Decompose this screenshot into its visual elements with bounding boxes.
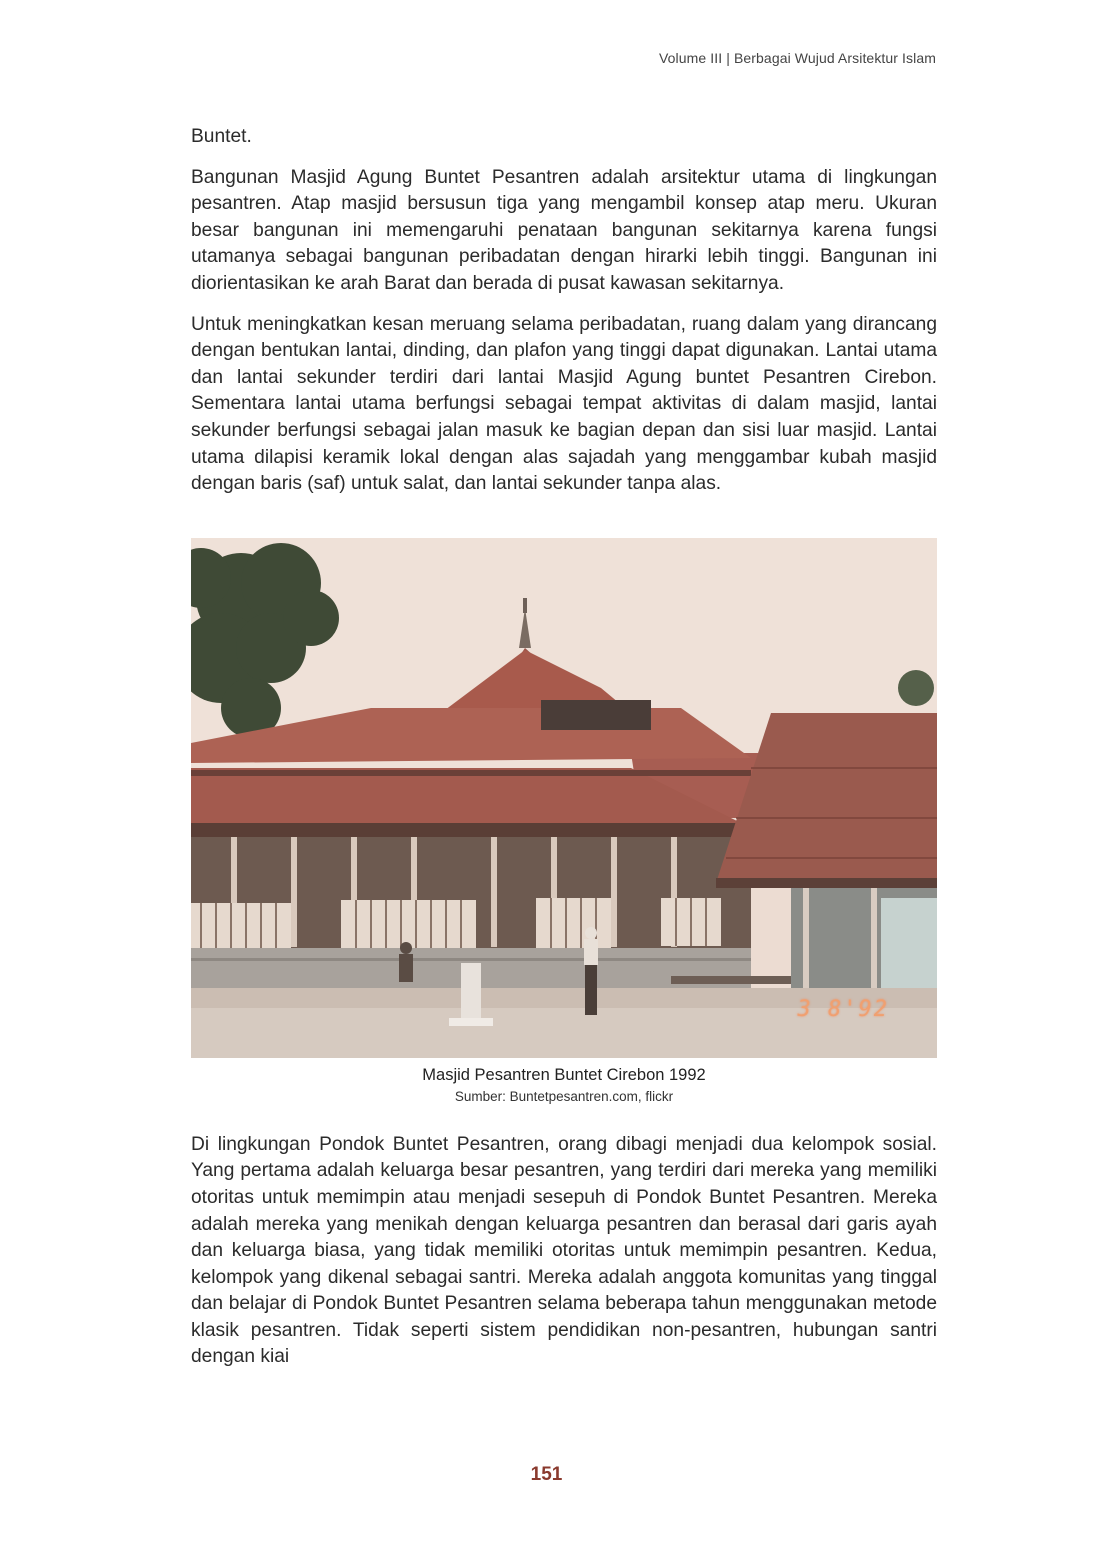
page-content [191, 124, 937, 1385]
photo-date-stamp: 3 8'92 [797, 996, 889, 1022]
person [584, 927, 598, 1015]
mosque-illustration [191, 538, 937, 1058]
paragraph-3: Untuk meningkatkan kesan meruang selama peribadatan, ruang dalam yang dirancang dengan bentukan lantai, dinding, dan plafon yang tinggi dapat digunakan. Lantai utama dan lantai sekunder terdiri dari lantai Masjid Agung buntet Pesantren Cirebon. Sementara lantai utama berfungsi sebagai tempat aktivitas di dalam masjid, lantai sekunder berfungsi sebagai jalan masuk ke bagian depan dan sisi luar masjid. Lantai utama dilapisi keramik lokal dengan alas sajadah yang menggambar kubah masjid dengan baris (saf) untuk salat, dan lantai sekunder tanpa alas. [191, 313, 937, 495]
paragraph-1: Buntet. [191, 126, 252, 147]
figure-caption: Masjid Pesantren Buntet Cirebon 1992 [422, 1065, 706, 1084]
person [399, 942, 413, 982]
paragraph-2: Bangunan Masjid Agung Buntet Pesantren adalah arsitektur utama di lingkungan pesantren. Atap masjid bersusun tiga yang mengambil konsep atap meru. Ukuran besar bangunan ini memengaruhi penataan bangunan sekitarnya karena fungsi utamanya sebagai bangunan peribadatan dengan hirarki lebih tinggi. Bangunan ini diorientasikan ke arah Barat dan berada di pusat kawasan sekitarnya. [191, 166, 937, 294]
paragraph-4: Di lingkungan Pondok Buntet Pesantren, orang dibagi menjadi dua kelompok sosial. Yang pertama adalah keluarga besar pesantren, yang terdiri dari mereka yang memiliki otoritas untuk memimpin atau menjadi sesepuh di Pondok Buntet Pesantren. Mereka adalah mereka yang menikah dengan keluarga pesantren dan berasal dari garis ayah dan keluarga biasa, yang tidak memiliki otoritas untuk memimpin pesantren. Kedua, kelompok yang dikenal sebagai santri. Mereka adalah anggota komunitas yang tinggal dan belajar di Pondok Buntet Pesantren selama beberapa tahun menggunakan metode klasik pesantren. Tidak seperti sistem pendidikan non-pesantren, hubungan santri dengan kiai [191, 1133, 937, 1368]
figure [191, 538, 937, 1104]
page-number: 151 [530, 1464, 563, 1485]
running-header: Volume III | Berbagai Wujud Arsitektur Islam [658, 50, 936, 66]
figure-source: Sumber: Buntetpesantren.com, flickr [454, 1088, 674, 1104]
mosque-photo [191, 538, 937, 1058]
